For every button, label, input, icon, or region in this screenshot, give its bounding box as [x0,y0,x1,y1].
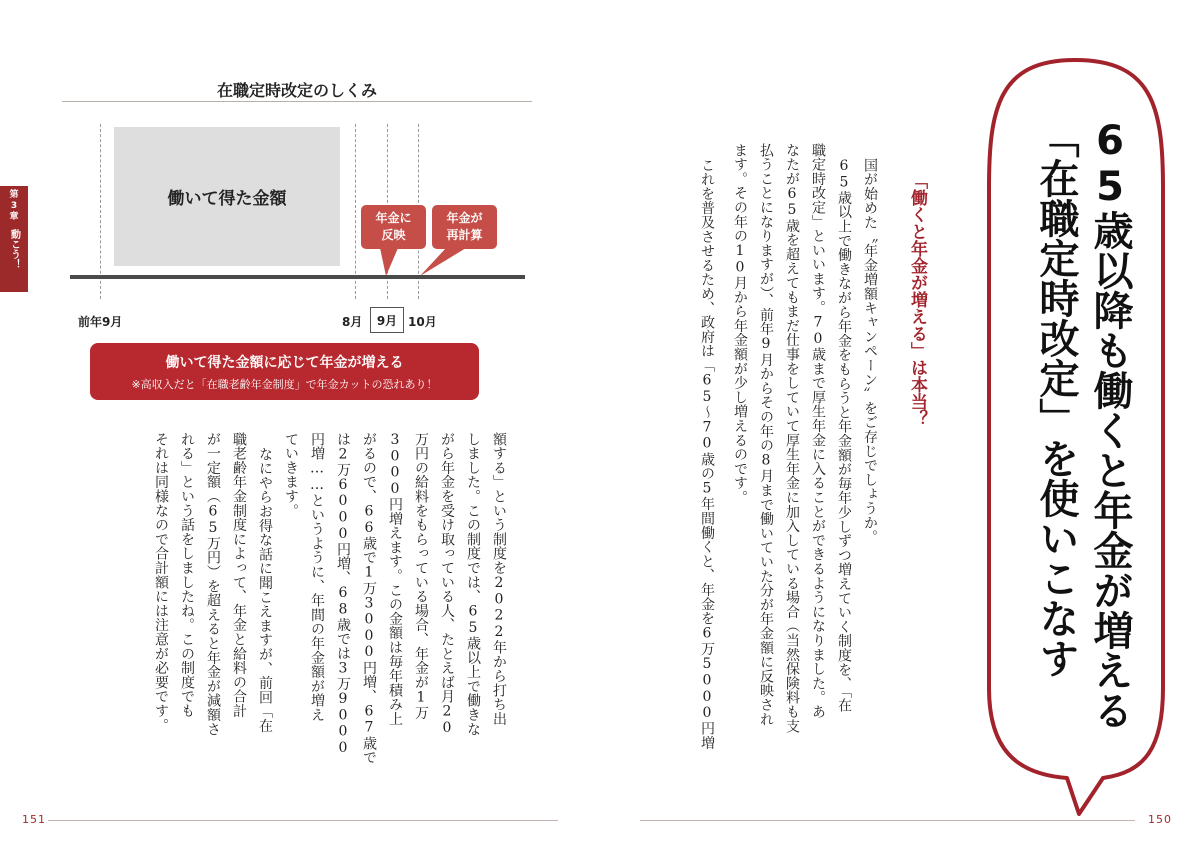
bubble-tails [0,0,540,300]
chapter-title: 動こう！ [8,229,20,269]
left-body-line-9: ていきます。 [283,432,299,518]
footer-rule-left [48,820,558,821]
left-body-line-8: 円増……というように、年間の年金額が増え [309,432,325,722]
bubble-reflect-line2: 反映 [381,228,406,242]
footer-rule-right [640,820,1135,821]
left-body-line-2: しました。この制度では、65歳以上で働きな [465,432,481,737]
chapter-label-2: 3 [10,201,18,211]
headline-line-2: 「在職定時改定」を使いこなす [1033,118,1079,678]
right-body-line-6: ます。その年の10月から年金額が少し増えるのです。 [732,143,748,505]
left-body-line-1: 額する」という制度を2022年から打ち出 [491,432,507,726]
right-body-line-4: なたが65歳を超えてもまだ仕事をしていて厚生年金に加入している場合（当然保険料も支 [784,143,800,734]
headline-line-1: 65歳以降も働くと年金が増える [1087,118,1133,730]
earned-amount-label: 働いて得た金額 [167,189,287,209]
bubble-reflect-tail [380,248,398,276]
left-body-line-3: がら年金を受け取っている人、たとえば月20 [439,432,455,737]
banner-note-text: ※高収入だと「在職老齢年金制度」で年金カットの恐れあり！ [131,378,438,391]
right-body-line-2: 65歳以上で働きながら年金をもらうと年金額が毎年少しずつ増えていく制度を、「在 [836,158,852,713]
label-october: 10月 [408,315,437,329]
chapter-label-3: 章 [9,212,19,222]
diagram-title: 在職定時改定のしくみ [216,81,377,100]
label-prev-september: 前年9月 [78,315,123,329]
right-body-line-5: 払うことになりますが）、前年9月からその年の8月まで働いていた分が年金額に反映され [758,143,774,727]
left-body-line-6: がるので、66歳で1万3000円増、67歳で [361,432,377,765]
left-body-line-12: が一定額（65万円）を超えると年金が減額さ [205,432,221,737]
left-body-line-7: は2万6000円増、68歳では3万9000 [335,432,351,757]
left-body-line-5: 3000円増えます。この金額は毎年積み上 [387,432,403,726]
label-september-box [370,307,404,333]
left-body-line-14: それは同様なので合計額には注意が必要です。 [153,432,169,733]
section-subheading: 「働くと年金が増える」は本当？ [907,172,927,427]
right-body-line-7: これを普及させるため、政府は「65〜70歳の5年間働くと、年金を6万5000円増 [699,158,715,750]
left-body-line-11: 職老齢年金制度によって、年金と給料の合計 [231,432,247,718]
page-number-right: 150 [1148,813,1172,826]
chapter-label-1: 第 [9,190,19,200]
right-body-line-1: 国が始めた〝年金増額キャンペーン〟をご存じでしょうか。 [862,158,878,545]
bubble-recalc-line2: 再計算 [446,228,483,242]
label-august: 8月 [342,315,363,329]
bubble-recalc-line1: 年金が [446,211,483,225]
page-number-left: 151 [22,813,46,826]
timeline-axis [70,275,525,279]
banner-main-text: 働いて得た金額に応じて年金が増える [165,355,404,371]
bubble-recalc-tail [420,248,466,276]
left-body-line-4: 万円の給料をもらっている場合、年金が1万 [413,432,429,720]
diagram-banner [90,343,479,400]
chapter-tab [0,186,28,292]
left-body-line-13: れる」という話をしましたね。この制度でも [179,432,195,718]
bubble-reflect-line1: 年金に [375,211,412,225]
left-body-line-10: なにやらお得な話に聞こえますが、前回「在 [257,447,273,733]
right-body-line-3: 職定時改定」といいます。70歳まで厚生年金に入ることができるようになりました。あ [810,143,826,719]
label-september: 9月 [376,313,398,328]
